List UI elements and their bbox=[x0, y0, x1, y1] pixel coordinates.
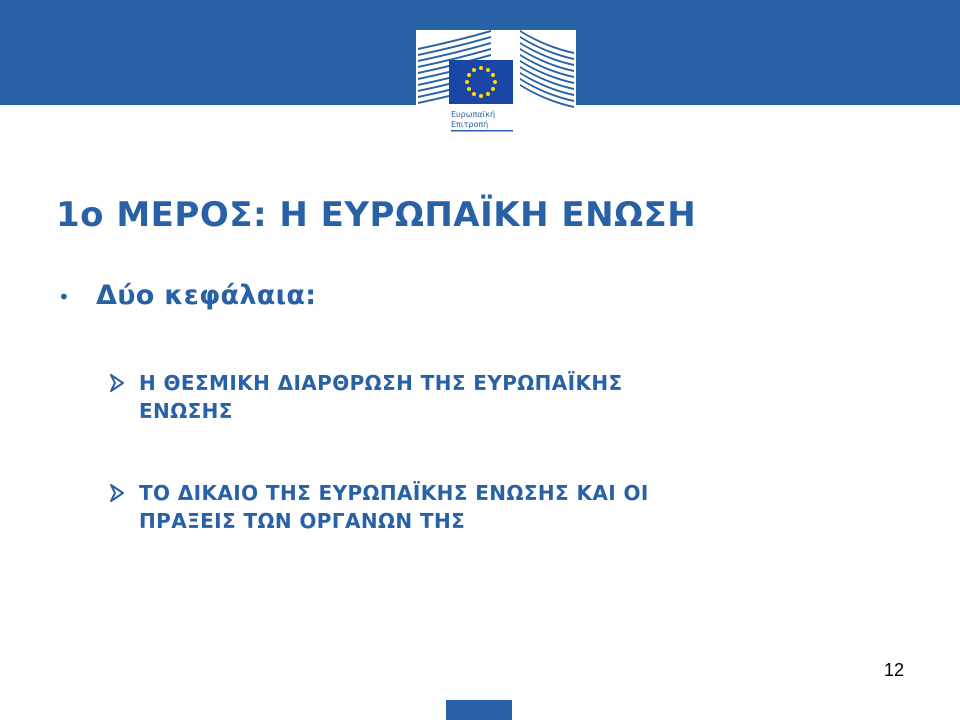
slide-title: 1ο ΜΕΡΟΣ: Η ΕΥΡΩΠΑΪΚΗ ΕΝΩΣΗ bbox=[56, 195, 697, 235]
logo-caption-line-2: Επιτροπή bbox=[451, 120, 489, 129]
logo-caption-line-1: Ευρωπαϊκή bbox=[451, 110, 496, 119]
page-number: 12 bbox=[883, 660, 904, 680]
main-bullet bbox=[58, 278, 316, 314]
footer-tab bbox=[446, 700, 512, 720]
sub-bullet-line-1: ΤΟ ΔΙΚΑΙΟ ΤΗΣ ΕΥΡΩΠΑΪΚΗΣ ΕΝΩΣΗΣ ΚΑΙ ΟΙ bbox=[139, 481, 649, 505]
main-bullet-text: Δύο κεφάλαια: bbox=[96, 280, 317, 311]
logo-caption bbox=[451, 110, 521, 130]
arrow-bullet-icon bbox=[107, 479, 139, 507]
sub-bullet-line-2: ΠΡΑΞΕΙΣ ΤΩΝ ΟΡΓΑΝΩΝ ΤΗΣ bbox=[139, 509, 466, 533]
sub-bullet-item bbox=[107, 479, 867, 535]
bullet-dot-icon: • bbox=[58, 285, 70, 309]
sub-bullet-line-2: ΕΝΩΣΗΣ bbox=[139, 399, 233, 423]
sub-bullet-line-1: Η ΘΕΣΜΙΚΗ ΔΙΑΡΘΡΩΣΗ ΤΗΣ ΕΥΡΩΠΑΪΚΗΣ bbox=[139, 371, 623, 395]
sub-bullet-item bbox=[107, 369, 867, 425]
arrow-bullet-icon bbox=[107, 369, 139, 397]
